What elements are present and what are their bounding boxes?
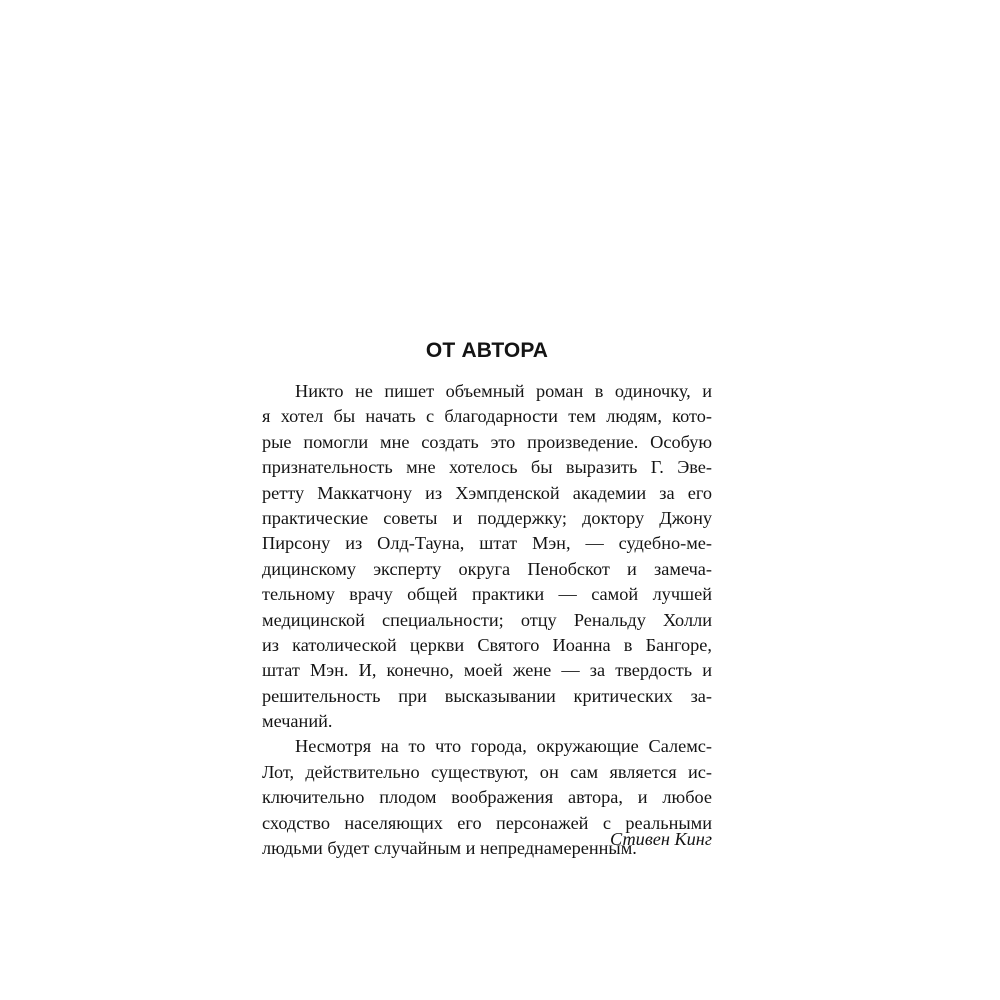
text-line: Лот, действительно существуют, он сам является ис- bbox=[262, 761, 712, 782]
body-text bbox=[262, 379, 712, 861]
text-line: сходство населяющих его персонажей с реальными bbox=[262, 812, 712, 833]
author-note bbox=[262, 335, 712, 859]
text-line: признательность мне хотелось бы выразить Г. Эве- bbox=[262, 457, 712, 478]
text-line: Никто не пишет объемный роман в одиночку, и bbox=[295, 381, 712, 401]
page-title: ОТ АВТОРА bbox=[425, 339, 549, 362]
text-line: ретту Маккатчону из Хэмпденской академии за его bbox=[262, 482, 712, 503]
author-signature: Стивен Кинг bbox=[610, 829, 712, 849]
text-line: Пирсону из Олд-Тауна, штат Мэн, — судебно-ме- bbox=[262, 533, 712, 554]
text-line: практические советы и поддержку; доктору Джону bbox=[262, 507, 712, 528]
text-line: ключительно плодом воображения автора, и любое bbox=[262, 787, 712, 808]
text-line: медицинской специальности; отцу Ренальду Холли bbox=[262, 609, 712, 630]
text-line: я хотел бы начать с благодарности тем людям, кото- bbox=[262, 406, 712, 427]
text-line: дицинскому эксперту округа Пенобскот и замеча- bbox=[262, 558, 712, 579]
text-line: решительность при высказывании критических за- bbox=[262, 685, 712, 706]
text-line: мечаний. bbox=[262, 711, 333, 732]
text-line: людьми будет случайным и непреднамеренным. bbox=[262, 838, 637, 859]
text-line: рые помогли мне создать это произведение. Особую bbox=[262, 431, 712, 452]
text-line: Несмотря на то что города, окружающие Салемс- bbox=[295, 736, 712, 757]
text-line: штат Мэн. И, конечно, моей жене — за твердость и bbox=[262, 660, 712, 681]
text-line: из католической церкви Святого Иоанна в Бангоре, bbox=[262, 634, 712, 655]
text-line: тельному врачу общей практики — самой лучшей bbox=[262, 584, 712, 605]
